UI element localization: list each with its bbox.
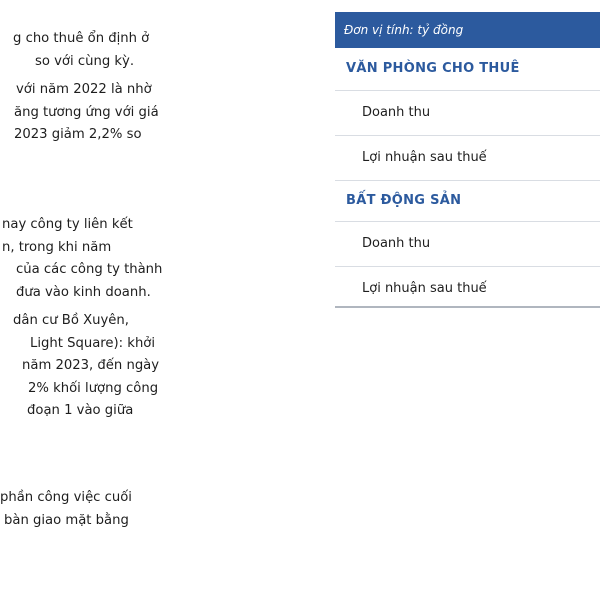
text-line: với năm 2022 là nhờ	[16, 82, 152, 97]
body-paragraph	[0, 487, 132, 532]
body-paragraph	[0, 214, 162, 304]
text-line: năm 2023, đến ngày	[22, 358, 160, 373]
text-line: đưa vào kinh doanh.	[16, 284, 151, 300]
text-line: phần công việc cuối	[0, 490, 132, 505]
text-line: đoạn 1 vào giữa	[27, 403, 134, 418]
text-line: ăng tương ứng với giá	[14, 104, 159, 120]
text-line: của các công ty thành	[16, 262, 163, 277]
text-line: dân cư Bồ Xuyên,	[13, 313, 129, 328]
text-line: Light Square): khởi	[30, 335, 156, 351]
text-line: bàn giao mặt bằng	[4, 512, 129, 528]
text-line: 2023 giảm 2,2% so	[14, 127, 142, 142]
table-row: Lợi nhuận sau thuế	[362, 281, 487, 296]
table-row: Doanh thu	[335, 222, 600, 267]
text-line: 2% khối lượng công	[28, 380, 159, 396]
table-row: Lợi nhuận sau thuế	[335, 136, 600, 181]
body-paragraph	[0, 28, 149, 73]
financial-table	[335, 12, 600, 308]
unit-header: Đơn vị tính: tỷ đồng	[335, 12, 600, 48]
body-paragraph	[0, 79, 159, 147]
text-line: g cho thuê ổn định ở	[13, 31, 150, 46]
text-line: nay công ty liên kết	[2, 217, 133, 232]
section-title-real-estate: BẤT ĐỘNG SẢN	[335, 181, 600, 222]
text-line: so với cùng kỳ.	[35, 53, 135, 69]
section-title-office-rental: VĂN PHÒNG CHO THUÊ	[335, 48, 600, 91]
text-line: n, trong khi năm	[2, 239, 112, 255]
body-paragraph	[0, 310, 159, 423]
table-row: Doanh thu	[335, 91, 600, 136]
